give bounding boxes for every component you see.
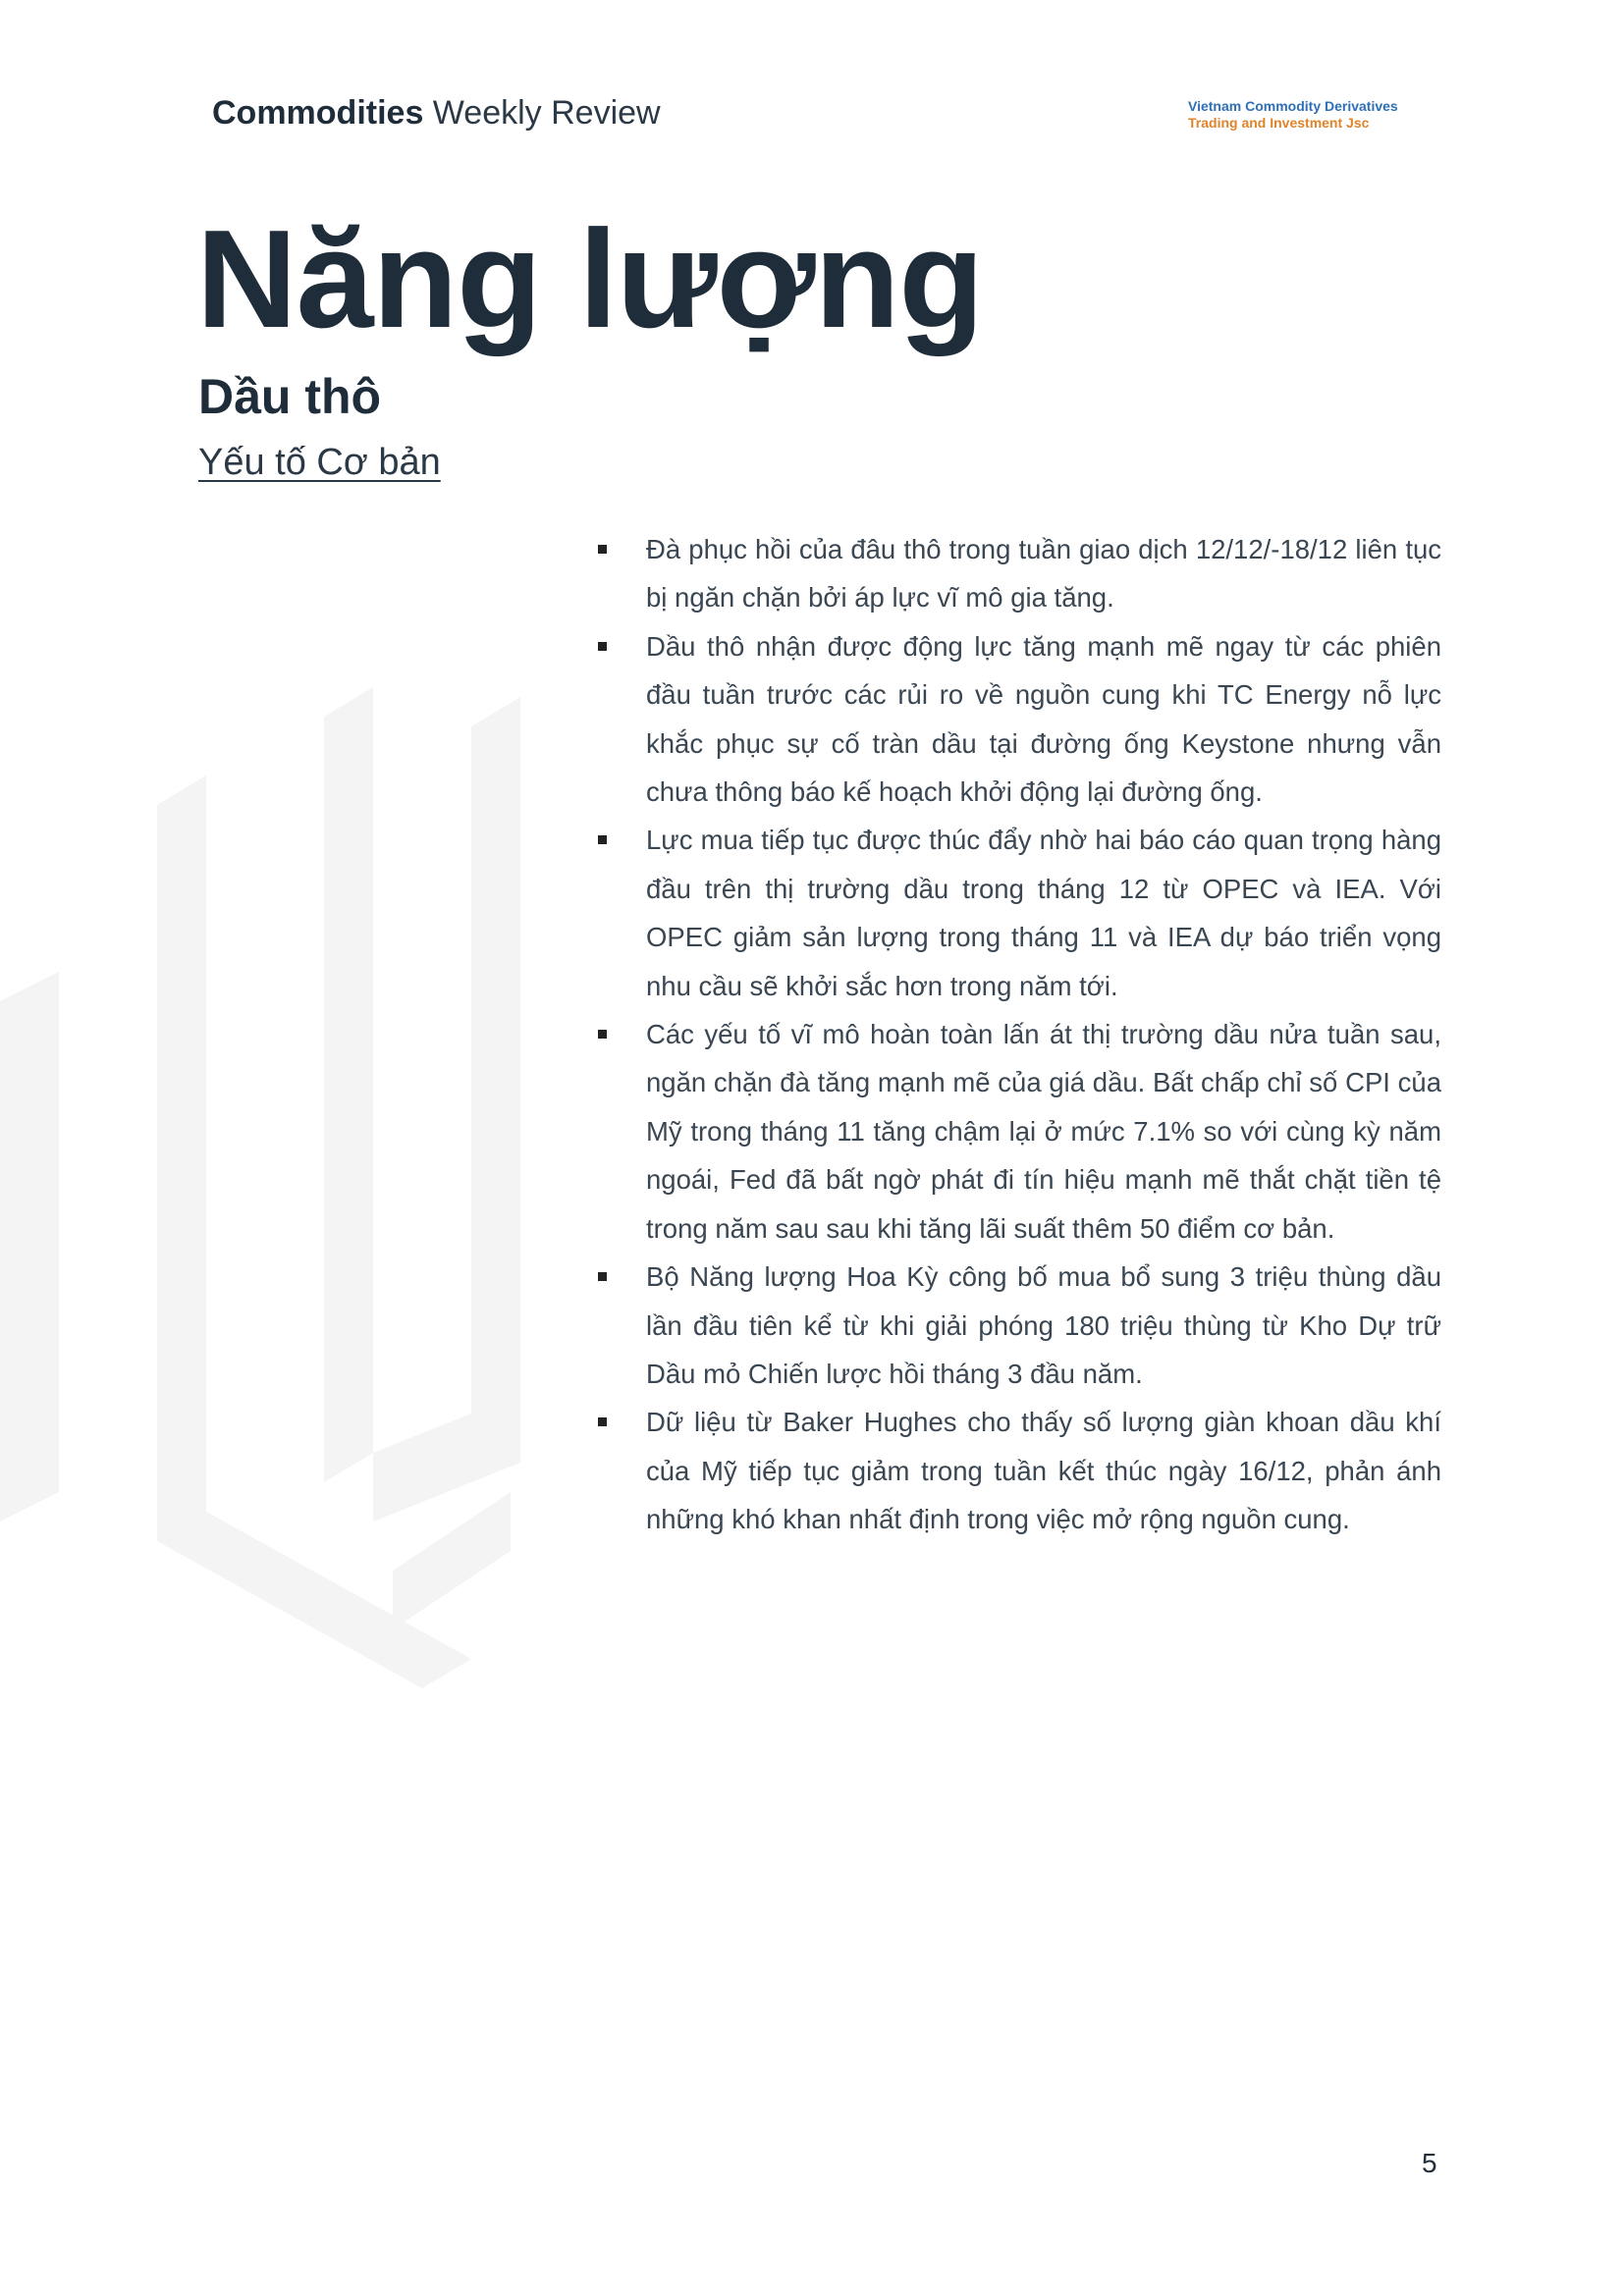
- bullet-marker-icon: [598, 642, 607, 651]
- bullet-text: Bộ Năng lượng Hoa Kỳ công bố mua bổ sung 3 triệu thùng dầu lần đầu tiên kể từ khi giải phóng 180 triệu thùng từ Kho Dự trữ Dầu mỏ Chiến lược hồi tháng 3 đầu năm.: [646, 1261, 1441, 1389]
- company-logo: [1188, 98, 1398, 132]
- section-title: Năng lượng: [196, 201, 984, 357]
- report-title-rest: Weekly Review: [423, 94, 661, 132]
- bullet-text: Các yếu tố vĩ mô hoàn toàn lấn át thị trường dầu nửa tuần sau, ngăn chặn đà tăng mạnh mẽ của giá dầu. Bất chấp chỉ số CPI của Mỹ trong tháng 11 tăng chậm lại ở mức 7.1% so với cùng kỳ năm ngoái, Fed đã bất ngờ phát đi tín hiệu mạnh mẽ thắt chặt tiền tệ trong năm sau sau khi tăng lãi suất thêm 50 điểm cơ bản.: [646, 1019, 1441, 1244]
- bullet-text: Dầu thô nhận được động lực tăng mạnh mẽ ngay từ các phiên đầu tuần trước các rủi ro về nguồn cung khi TC Energy nỗ lực khắc phục sự cố tràn dầu tại đường ống Keystone nhưng vẫn chưa thông báo kế hoạch khởi động lại đường ống.: [646, 630, 1441, 808]
- company-logo-line1: Vietnam Commodity Derivatives: [1188, 98, 1398, 114]
- bullet-item: [589, 1010, 1441, 1253]
- bullet-item: [589, 816, 1441, 1010]
- bullet-item: [589, 1398, 1441, 1543]
- page-number: 5: [1422, 2148, 1437, 2178]
- bullet-item: [589, 525, 1441, 622]
- bullet-marker-icon: [598, 835, 607, 844]
- bullet-item: [589, 1253, 1441, 1398]
- report-title-bold: Commodities: [212, 94, 424, 132]
- subsection-title: Dầu thô: [198, 369, 382, 424]
- bullet-marker-icon: [598, 545, 607, 554]
- company-logo-line2: Trading and Investment Jsc: [1188, 115, 1370, 131]
- bullet-list: [589, 525, 1441, 1544]
- report-title: [212, 94, 661, 133]
- bullet-item: [589, 622, 1441, 817]
- bullet-text: Đà phục hồi của đâu thô trong tuần giao dịch 12/12/-18/12 liên tục bị ngăn chặn bởi áp lực vĩ mô gia tăng.: [646, 534, 1441, 614]
- bullet-marker-icon: [598, 1417, 607, 1426]
- subheading: Yếu tố Cơ bản: [198, 442, 441, 483]
- bullet-marker-icon: [598, 1030, 607, 1039]
- bullet-text: Dữ liệu từ Baker Hughes cho thấy số lượng giàn khoan dầu khí của Mỹ tiếp tục giảm trong tuần kết thúc ngày 16/12, phản ánh những khó khan nhất định trong việc mở rộng nguồn cung.: [646, 1407, 1441, 1535]
- bullet-marker-icon: [598, 1272, 607, 1281]
- bullet-text: Lực mua tiếp tục được thúc đẩy nhờ hai báo cáo quan trọng hàng đầu trên thị trường dầu trong tháng 12 từ OPEC và IEA. Với OPEC giảm sản lượng trong tháng 11 và IEA dự báo triển vọng nhu cầu sẽ khởi sắc hơn trong năm tới.: [646, 825, 1441, 1001]
